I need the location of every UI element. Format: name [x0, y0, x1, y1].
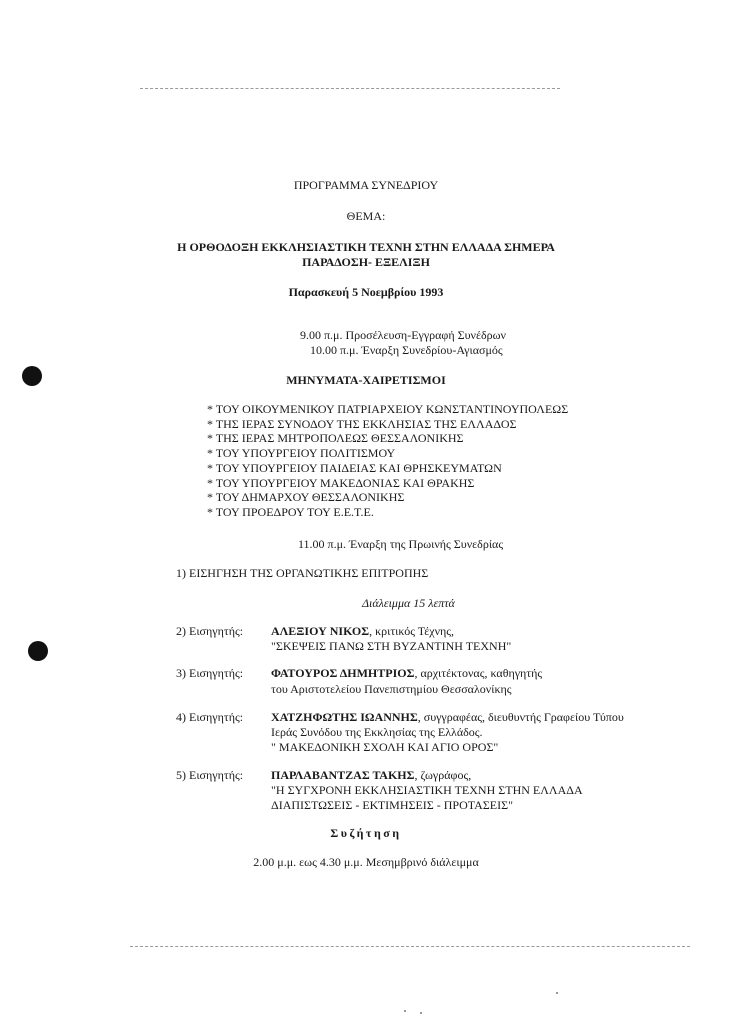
program-title: ΠΡΟΓΡΑΜΜΑ ΣΥΝΕΔΡΙΟΥ: [293, 178, 439, 192]
morning-session-start: 11.00 π.μ. Έναρξη της Πρωινής Συνεδρίας: [298, 537, 504, 551]
scan-speck: [420, 1012, 422, 1014]
conference-date: Παρασκευή 5 Νοεμβρίου 1993: [288, 285, 444, 299]
punch-hole-bottom: [28, 641, 48, 661]
break-note: Διάλειμμα 15 λεπτά: [362, 596, 455, 610]
speaker-role: , ζωγράφος,: [414, 768, 472, 782]
scan-speck: [556, 992, 558, 994]
arrival-time: 9.00 π.μ. Προσέλευση-Εγγραφή Συνέδρων: [300, 328, 506, 342]
speaker-topic: "Η ΣΥΓΧΡΟΝΗ ΕΚΚΛΗΣΙΑΣΤΙΚΗ ΤΕΧΝΗ ΣΤΗΝ ΕΛΛΑΔΑ: [271, 783, 583, 797]
greeting-item: * ΤΟΥ ΥΠΟΥΡΓΕΙΟΥ ΠΑΙΔΕΙΑΣ ΚΑΙ ΘΡΗΣΚΕΥΜΑΤΩΝ: [207, 460, 502, 475]
speaker-name: ΧΑΤΖΗΦΩΤΗΣ ΙΩΑΝΝΗΣ: [271, 710, 418, 724]
greeting-item: * ΤΗΣ ΙΕΡΑΣ ΜΗΤΡΟΠΟΛΕΩΣ ΘΕΣΣΑΛΟΝΙΚΗΣ: [207, 431, 464, 446]
speaker-entry: [271, 624, 454, 638]
scan-dashed-line-bottom: [130, 946, 690, 947]
speaker-role: , κριτικός Τέχνης,: [369, 624, 455, 638]
scan-dashed-line-top: [140, 88, 560, 89]
organizing-committee-item: 1) ΕΙΣΗΓΗΣΗ ΤΗΣ ΟΡΓΑΝΩΤΙΚΗΣ ΕΠΙΤΡΟΠΗΣ: [176, 566, 429, 580]
theme-line-2: ΠΑΡΑΔΟΣΗ- ΕΞΕΛΙΞΗ: [302, 255, 430, 269]
greeting-item: * ΤΟΥ ΔΗΜΑΡΧΟΥ ΘΕΣΣΑΛΟΝΙΚΗΣ: [207, 490, 405, 505]
speaker-label: 5) Εισηγητής:: [176, 768, 244, 782]
speaker-label: 3) Εισηγητής:: [176, 666, 244, 680]
greeting-item: * ΤΟΥ ΥΠΟΥΡΓΕΙΟΥ ΜΑΚΕΔΟΝΙΑΣ ΚΑΙ ΘΡΑΚΗΣ: [207, 475, 475, 490]
opening-time: 10.00 π.μ. Έναρξη Συνεδρίου-Αγιασμός: [310, 343, 503, 357]
greeting-item: * ΤΗΣ ΙΕΡΑΣ ΣΥΝΟΔΟΥ ΤΗΣ ΕΚΚΛΗΣΙΑΣ ΤΗΣ ΕΛΛΑΔΟΣ: [207, 416, 517, 431]
theme-label: ΘΕΜΑ:: [346, 209, 386, 223]
speaker-entry: [271, 710, 624, 724]
speaker-affiliation: του Αριστοτελείου Πανεπιστημίου Θεσσαλονίκης: [271, 682, 512, 696]
greetings-heading: ΜΗΝΥΜΑΤΑ-ΧΑΙΡΕΤΙΣΜΟΙ: [286, 373, 446, 387]
speaker-name: ΦΑΤΟΥΡΟΣ ΔΗΜΗΤΡΙΟΣ: [271, 666, 415, 680]
theme-line-1: Η ΟΡΘΟΔΟΞΗ ΕΚΚΛΗΣΙΑΣΤΙΚΗ ΤΕΧΝΗ ΣΤΗΝ ΕΛΛΑΔΑ ΣΗΜΕΡΑ: [177, 240, 555, 254]
speaker-entry: [271, 666, 542, 680]
scan-speck: [404, 1010, 406, 1012]
speaker-affiliation: Ιεράς Συνόδου της Εκκλησίας της Ελλάδος.: [271, 725, 483, 739]
speaker-topic: "ΣΚΕΨΕΙΣ ΠΑΝΩ ΣΤΗ ΒΥΖΑΝΤΙΝΗ ΤΕΧΝΗ": [271, 639, 512, 653]
greeting-item: * ΤΟΥ ΥΠΟΥΡΓΕΙΟΥ ΠΟΛΙΤΙΣΜΟΥ: [207, 446, 396, 461]
speaker-topic: " ΜΑΚΕΔΟΝΙΚΗ ΣΧΟΛΗ ΚΑΙ ΑΓΙΟ ΟΡΟΣ": [271, 740, 499, 754]
greetings-list: [207, 402, 568, 520]
speaker-label: 4) Εισηγητής:: [176, 710, 244, 724]
lunch-break: 2.00 μ.μ. εως 4.30 μ.μ. Μεσημβρινό διάλειμμα: [253, 855, 479, 869]
discussion-heading: Συζήτηση: [330, 826, 402, 840]
greeting-item: * ΤΟΥ ΠΡΟΕΔΡΟΥ ΤΟΥ Ε.Ε.Τ.Ε.: [207, 504, 374, 519]
speaker-role: , αρχιτέκτονας, καθηγητής: [414, 666, 543, 680]
greeting-item: * ΤΟΥ ΟΙΚΟΥΜΕΝΙΚΟΥ ΠΑΤΡΙΑΡΧΕΙΟΥ ΚΩΝΣΤΑΝΤΙΝΟΥΠΟΛΕΩΣ: [207, 402, 569, 416]
speaker-entry: [271, 768, 471, 782]
speaker-role: , συγγραφέας, διευθυντής Γραφείου Τύπου: [417, 710, 624, 724]
speaker-label: 2) Εισηγητής:: [176, 624, 244, 638]
speaker-name: ΑΛΕΞΙΟΥ ΝΙΚΟΣ: [271, 624, 370, 638]
speaker-name: ΠΑΡΛΑΒΑΝΤΖΑΣ ΤΑΚΗΣ: [271, 768, 415, 782]
speaker-topic: ΔΙΑΠΙΣΤΩΣΕΙΣ - ΕΚΤΙΜΗΣΕΙΣ - ΠΡΟΤΑΣΕΙΣ": [271, 798, 514, 812]
